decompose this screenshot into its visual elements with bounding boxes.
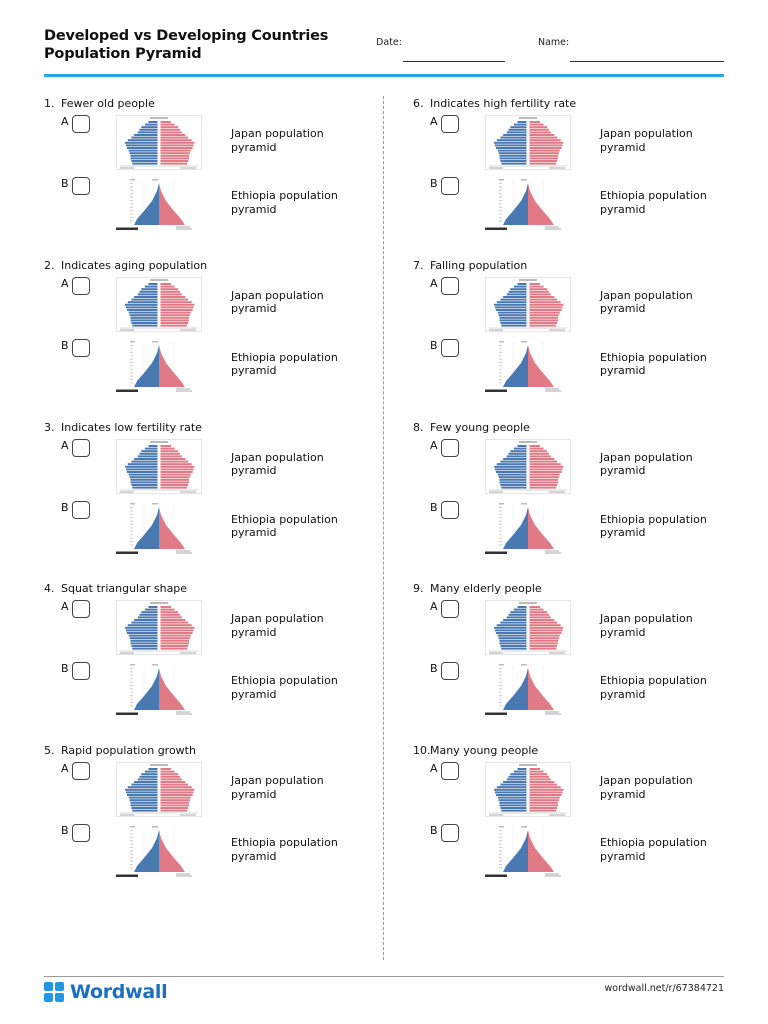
question-number: 6. bbox=[413, 97, 424, 110]
question-number: 5. bbox=[44, 744, 55, 758]
option-letter: B bbox=[430, 338, 438, 352]
ethiopia-pyramid-thumbnail bbox=[485, 662, 571, 717]
answer-checkbox[interactable] bbox=[72, 339, 90, 357]
ethiopia-pyramid-thumbnail bbox=[485, 501, 571, 556]
column-divider bbox=[383, 96, 384, 960]
answer-checkbox[interactable] bbox=[72, 600, 90, 618]
worksheet-title bbox=[44, 27, 328, 63]
question-3 bbox=[44, 421, 374, 581]
option-label: Japan population pyramid bbox=[600, 450, 693, 478]
question-6 bbox=[413, 97, 743, 257]
answer-checkbox[interactable] bbox=[441, 339, 459, 357]
option-label: Ethiopia population pyramid bbox=[231, 674, 338, 701]
option-letter: A bbox=[61, 438, 69, 452]
question-4 bbox=[44, 582, 374, 742]
ethiopia-pyramid-thumbnail bbox=[116, 662, 202, 717]
logo-text: Wordwall bbox=[70, 981, 168, 1003]
option-letter: A bbox=[430, 438, 438, 452]
question-number: 8. bbox=[413, 420, 424, 434]
answer-checkbox[interactable] bbox=[441, 439, 459, 457]
question-text: Many young people bbox=[430, 744, 539, 758]
answer-checkbox[interactable] bbox=[72, 501, 90, 519]
japan-pyramid-thumbnail bbox=[485, 277, 571, 332]
answer-checkbox[interactable] bbox=[72, 439, 90, 457]
option-letter: A bbox=[430, 762, 438, 776]
option-letter: B bbox=[430, 500, 438, 514]
title-line-2: Population Pyramid bbox=[44, 46, 202, 62]
question-title bbox=[413, 97, 576, 111]
option-label: Ethiopia population pyramid bbox=[231, 189, 338, 216]
question-1 bbox=[44, 97, 374, 257]
question-number: 3. bbox=[44, 420, 55, 434]
question-number: 10. bbox=[413, 744, 431, 758]
answer-checkbox[interactable] bbox=[72, 824, 90, 842]
question-number: 7. bbox=[413, 258, 424, 272]
option-letter: A bbox=[61, 762, 69, 776]
ethiopia-pyramid-thumbnail bbox=[116, 177, 202, 232]
question-text: Indicates high fertility rate bbox=[430, 97, 577, 110]
wordwall-logo bbox=[44, 982, 167, 1002]
footer-url[interactable]: wordwall.net/r/67384721 bbox=[604, 983, 724, 994]
option-label: Ethiopia population pyramid bbox=[600, 189, 707, 216]
japan-pyramid-thumbnail bbox=[116, 762, 202, 817]
japan-pyramid-thumbnail bbox=[485, 439, 571, 494]
option-b[interactable] bbox=[413, 339, 733, 397]
option-a[interactable] bbox=[44, 277, 364, 335]
question-title bbox=[44, 259, 207, 273]
question-title bbox=[413, 259, 527, 273]
question-title bbox=[44, 97, 155, 111]
option-b[interactable] bbox=[413, 824, 733, 882]
option-label: Ethiopia population pyramid bbox=[600, 836, 707, 863]
option-letter: A bbox=[430, 600, 438, 614]
option-label: Japan population pyramid bbox=[231, 127, 324, 154]
option-label: Ethiopia population pyramid bbox=[600, 350, 707, 378]
option-label: Ethiopia population pyramid bbox=[231, 512, 338, 540]
option-label: Ethiopia population pyramid bbox=[600, 512, 707, 540]
answer-checkbox[interactable] bbox=[441, 600, 459, 618]
option-label: Japan population pyramid bbox=[231, 288, 324, 316]
ethiopia-pyramid-thumbnail bbox=[485, 824, 571, 879]
question-text: Few young people bbox=[430, 420, 530, 434]
option-b[interactable] bbox=[44, 177, 364, 235]
option-label: Japan population pyramid bbox=[231, 774, 324, 801]
question-8 bbox=[413, 421, 743, 581]
footer-divider bbox=[44, 976, 724, 977]
name-label: Name: bbox=[538, 37, 570, 48]
question-5 bbox=[44, 744, 374, 904]
header-divider bbox=[44, 74, 724, 77]
option-letter: B bbox=[61, 338, 69, 352]
question-text: Many elderly people bbox=[430, 582, 542, 596]
date-label: Date: bbox=[376, 37, 402, 48]
wordwall-logo-icon bbox=[44, 982, 64, 1002]
question-2 bbox=[44, 259, 374, 419]
question-number: 9. bbox=[413, 582, 424, 596]
option-letter: B bbox=[430, 177, 438, 190]
question-title bbox=[44, 421, 202, 435]
option-letter: A bbox=[430, 115, 438, 128]
question-text: Squat triangular shape bbox=[61, 582, 188, 596]
option-label: Japan population pyramid bbox=[231, 450, 324, 478]
question-text: Fewer old people bbox=[61, 97, 155, 110]
option-letter: B bbox=[61, 177, 69, 190]
option-letter: A bbox=[61, 600, 69, 614]
question-title bbox=[413, 744, 538, 758]
option-b[interactable] bbox=[44, 824, 364, 882]
answer-checkbox[interactable] bbox=[441, 277, 459, 295]
japan-pyramid-thumbnail bbox=[116, 115, 202, 170]
option-a[interactable] bbox=[413, 277, 733, 335]
option-letter: B bbox=[61, 824, 69, 838]
ethiopia-pyramid-thumbnail bbox=[116, 501, 202, 556]
japan-pyramid-thumbnail bbox=[116, 277, 202, 332]
answer-checkbox[interactable] bbox=[72, 662, 90, 680]
japan-pyramid-thumbnail bbox=[485, 762, 571, 817]
option-a[interactable] bbox=[413, 762, 733, 820]
option-label: Japan population pyramid bbox=[600, 288, 693, 316]
japan-pyramid-thumbnail bbox=[116, 439, 202, 494]
question-7 bbox=[413, 259, 743, 419]
option-b[interactable] bbox=[44, 662, 364, 720]
ethiopia-pyramid-thumbnail bbox=[485, 339, 571, 394]
option-label: Ethiopia population pyramid bbox=[231, 350, 338, 378]
answer-checkbox[interactable] bbox=[441, 762, 459, 780]
japan-pyramid-thumbnail bbox=[485, 600, 571, 655]
question-10 bbox=[413, 744, 743, 904]
option-letter: B bbox=[61, 662, 69, 676]
option-label: Japan population pyramid bbox=[600, 612, 693, 639]
ethiopia-pyramid-thumbnail bbox=[116, 824, 202, 879]
answer-checkbox[interactable] bbox=[441, 115, 459, 133]
question-text: Rapid population growth bbox=[61, 744, 196, 758]
question-text: Indicates aging population bbox=[61, 258, 208, 272]
question-title bbox=[413, 582, 542, 596]
option-b[interactable] bbox=[44, 501, 364, 559]
ethiopia-pyramid-thumbnail bbox=[485, 177, 571, 232]
answer-checkbox[interactable] bbox=[441, 177, 459, 195]
option-a[interactable] bbox=[44, 762, 364, 820]
answer-checkbox[interactable] bbox=[72, 277, 90, 295]
japan-pyramid-thumbnail bbox=[116, 600, 202, 655]
option-a[interactable] bbox=[413, 600, 733, 658]
option-letter: A bbox=[61, 276, 69, 290]
option-label: Ethiopia population pyramid bbox=[231, 836, 338, 863]
option-letter: A bbox=[61, 115, 69, 128]
option-label: Ethiopia population pyramid bbox=[600, 674, 707, 701]
option-label: Japan population pyramid bbox=[231, 612, 324, 639]
answer-checkbox[interactable] bbox=[72, 762, 90, 780]
option-a[interactable] bbox=[44, 439, 364, 497]
option-a[interactable] bbox=[44, 600, 364, 658]
option-a[interactable] bbox=[44, 115, 364, 173]
question-number: 2. bbox=[44, 258, 55, 272]
ethiopia-pyramid-thumbnail bbox=[116, 339, 202, 394]
question-9 bbox=[413, 582, 743, 742]
option-label: Japan population pyramid bbox=[600, 127, 693, 154]
answer-checkbox[interactable] bbox=[441, 662, 459, 680]
option-a[interactable] bbox=[413, 439, 733, 497]
option-a[interactable] bbox=[413, 115, 733, 173]
answer-checkbox[interactable] bbox=[441, 824, 459, 842]
option-b[interactable] bbox=[413, 177, 733, 235]
japan-pyramid-thumbnail bbox=[485, 115, 571, 170]
title-line-1: Developed vs Developing Countries bbox=[44, 28, 329, 44]
answer-checkbox[interactable] bbox=[441, 501, 459, 519]
option-letter: B bbox=[430, 662, 438, 676]
question-title bbox=[413, 421, 530, 435]
question-number: 4. bbox=[44, 582, 55, 596]
option-letter: B bbox=[61, 500, 69, 514]
answer-checkbox[interactable] bbox=[72, 115, 90, 133]
question-number: 1. bbox=[44, 97, 55, 110]
option-b[interactable] bbox=[413, 501, 733, 559]
option-letter: B bbox=[430, 824, 438, 838]
option-b[interactable] bbox=[44, 339, 364, 397]
answer-checkbox[interactable] bbox=[72, 177, 90, 195]
name-field[interactable] bbox=[570, 61, 724, 62]
option-letter: A bbox=[430, 276, 438, 290]
question-text: Falling population bbox=[430, 258, 528, 272]
question-text: Indicates low fertility rate bbox=[61, 420, 202, 434]
option-label: Japan population pyramid bbox=[600, 774, 693, 801]
question-title bbox=[44, 744, 196, 758]
option-b[interactable] bbox=[413, 662, 733, 720]
date-field[interactable] bbox=[403, 61, 505, 62]
question-title bbox=[44, 582, 187, 596]
